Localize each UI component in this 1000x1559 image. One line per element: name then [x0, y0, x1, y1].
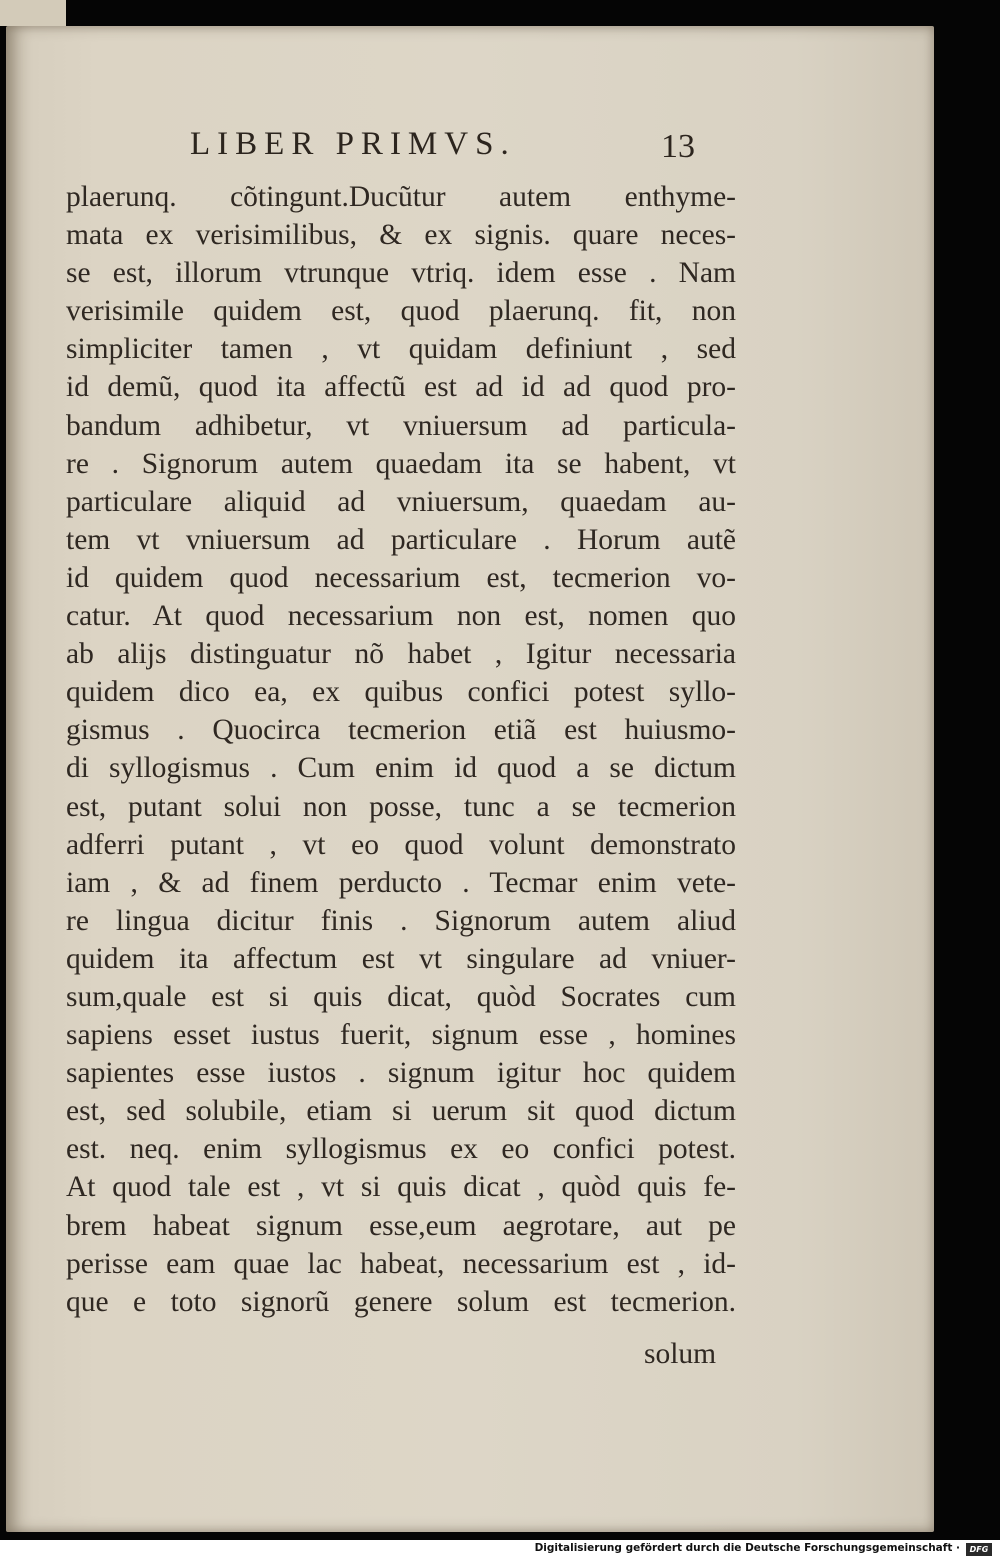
- text-line: ab alijs distinguatur nõ habet , Igitur necessaria: [66, 638, 736, 671]
- text-line: tem vt vniuersum ad particulare . Horum autẽ: [66, 523, 736, 556]
- text-line: plaerunq. cõtingunt.Ducũtur autem enthyme-: [66, 181, 736, 213]
- text-line: verisimile quidem est, quod plaerunq. fit, non: [66, 295, 736, 328]
- running-head: [6, 126, 934, 174]
- text-line: sapiens esset iustus fuerit, signum esse , homines: [66, 1019, 736, 1052]
- text-line: gismus . Quocirca tecmerion etiã est huiusmo-: [66, 714, 736, 747]
- text-line: simpliciter tamen , vt quidam definiunt , sed: [66, 333, 736, 366]
- page-number: 13: [661, 128, 695, 165]
- text-line: particulare aliquid ad vniuersum, quaedam au-: [66, 485, 736, 518]
- text-line: que e toto signorũ genere solum est tecmerion.: [66, 1285, 736, 1318]
- text-line: iam , & ad finem perducto . Tecmar enim vete-: [66, 866, 736, 899]
- text-line: brem habeat signum esse,eum aegrotare, aut pe: [66, 1209, 736, 1242]
- text-line: sum,quale est si quis dicat, quòd Socrates cum: [66, 980, 736, 1013]
- text-line: est, sed solubile, etiam si uerum sit quod dictum: [66, 1095, 736, 1128]
- text-line: At quod tale est , vt si quis dicat , quòd quis fe-: [66, 1171, 736, 1204]
- text-line: re . Signorum autem quaedam ita se habent, vt: [66, 447, 736, 480]
- dfg-logo-icon: DFG: [966, 1543, 992, 1556]
- running-head-title: LIBER PRIMVS.: [190, 126, 516, 162]
- text-line: catur. At quod necessarium non est, nomen quo: [66, 600, 736, 633]
- book-page: [6, 26, 934, 1532]
- body-text: [66, 178, 736, 1321]
- text-line: est, putant solui non posse, tunc a se tecmerion: [66, 790, 736, 823]
- funding-credit: Digitalisierung gefördert durch die Deutsche Forschungsgemeinschaft ·: [534, 1542, 960, 1554]
- text-line: adferri putant , vt eo quod volunt demonstrato: [66, 828, 736, 861]
- footer-bar: [0, 1540, 1000, 1559]
- text-line: id quidem quod necessarium est, tecmerion vo-: [66, 561, 736, 594]
- text-line: mata ex verisimilibus, & ex signis. quare neces-: [66, 219, 736, 252]
- text-line: quidem ita affectum est vt singulare ad vniuer-: [66, 942, 736, 975]
- text-line: di syllogismus . Cum enim id quod a se dictum: [66, 752, 736, 785]
- text-line: sapientes esse iustos . signum igitur hoc quidem: [66, 1057, 736, 1090]
- text-line: id demũ, quod ita affectũ est ad id ad quod pro-: [66, 371, 736, 404]
- text-line: perisse eam quae lac habeat, necessarium est , id-: [66, 1247, 736, 1280]
- scan-tab: [0, 0, 66, 26]
- text-line: est. neq. enim syllogismus ex eo confici potest.: [66, 1133, 736, 1166]
- text-line: se est, illorum vtrunque vtriq. idem esse . Nam: [66, 257, 736, 290]
- text-line: bandum adhibetur, vt vniuersum ad particula-: [66, 409, 736, 442]
- text-line: re lingua dicitur finis . Signorum autem aliud: [66, 904, 736, 937]
- catchword: solum: [644, 1338, 717, 1370]
- text-line: quidem dico ea, ex quibus confici potest syllo-: [66, 676, 736, 709]
